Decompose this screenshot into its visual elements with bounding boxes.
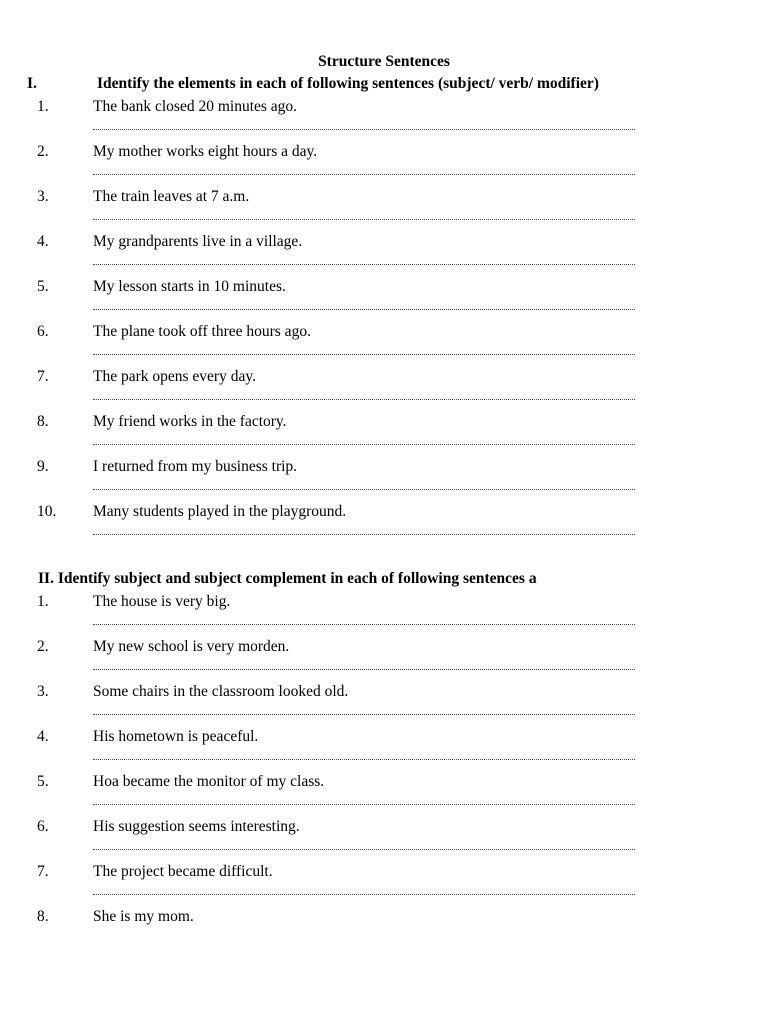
exercise-item [0,908,768,953]
exercise-item [0,638,768,683]
answer-line[interactable] [93,115,635,130]
item-number: 10. [37,503,57,520]
exercise-item [0,503,768,548]
answer-line[interactable] [93,745,635,760]
answer-line[interactable] [93,880,635,895]
answer-line[interactable] [93,655,635,670]
item-sentence: His suggestion seems interesting. [93,818,300,835]
item-number: 1. [37,98,49,115]
answer-line[interactable] [93,700,635,715]
exercise-item [0,98,768,143]
item-sentence: My mother works eight hours a day. [93,143,318,160]
item-number: 3. [37,683,49,700]
item-sentence: My new school is very morden. [93,638,290,655]
item-sentence: The bank closed 20 minutes ago. [93,98,298,115]
item-sentence: My lesson starts in 10 minutes. [93,278,286,295]
item-sentence: The house is very big. [93,593,231,610]
answer-line[interactable] [93,205,635,220]
exercise-item [0,863,768,908]
section-2-heading: II. Identify subject and subject complement in each of following sentences a [38,570,537,587]
section-1-heading-text: Identify the elements in each of following sentences (subject/ verb/ modifier) [97,75,599,92]
answer-line[interactable] [93,835,635,850]
answer-line[interactable] [93,160,635,175]
exercise-item [0,368,768,413]
item-number: 2. [37,638,49,655]
answer-line[interactable] [93,295,635,310]
item-sentence: I returned from my business trip. [93,458,298,475]
answer-line[interactable] [93,475,635,490]
exercise-item [0,773,768,818]
item-number: 3. [37,188,49,205]
item-sentence: The project became difficult. [93,863,273,880]
item-number: 4. [37,728,49,745]
item-number: 5. [37,278,49,295]
item-sentence: Many students played in the playground. [93,503,347,520]
exercise-item [0,683,768,728]
answer-line[interactable] [93,520,635,535]
item-number: 6. [37,323,49,340]
item-number: 1. [37,593,49,610]
item-sentence: The plane took off three hours ago. [93,323,311,340]
item-number: 6. [37,818,49,835]
exercise-item [0,413,768,458]
item-number: 2. [37,143,49,160]
item-sentence: The train leaves at 7 a.m. [93,188,250,205]
answer-line[interactable] [93,430,635,445]
answer-line[interactable] [93,610,635,625]
exercise-item [0,728,768,773]
exercise-item [0,233,768,278]
exercise-item [0,323,768,368]
item-number: 5. [37,773,49,790]
exercise-item [0,458,768,503]
exercise-item [0,188,768,233]
answer-line[interactable] [93,340,635,355]
section-1-roman-numeral: I. [27,75,37,92]
item-sentence: Hoa became the monitor of my class. [93,773,325,790]
item-sentence: She is my mom. [93,908,194,925]
item-number: 9. [37,458,49,475]
item-number: 7. [37,368,49,385]
answer-line[interactable] [93,250,635,265]
item-sentence: His hometown is peaceful. [93,728,259,745]
item-sentence: Some chairs in the classroom looked old. [93,683,349,700]
item-number: 4. [37,233,49,250]
item-number: 8. [37,413,49,430]
answer-line[interactable] [93,385,635,400]
answer-line[interactable] [93,790,635,805]
exercise-item [0,143,768,188]
item-sentence: The park opens every day. [93,368,256,385]
item-sentence: My grandparents live in a village. [93,233,303,250]
item-sentence: My friend works in the factory. [93,413,287,430]
exercise-item [0,278,768,323]
exercise-item [0,593,768,638]
item-number: 7. [37,863,49,880]
item-number: 8. [37,908,49,925]
exercise-item [0,818,768,863]
page-title: Structure Sentences [318,53,450,70]
